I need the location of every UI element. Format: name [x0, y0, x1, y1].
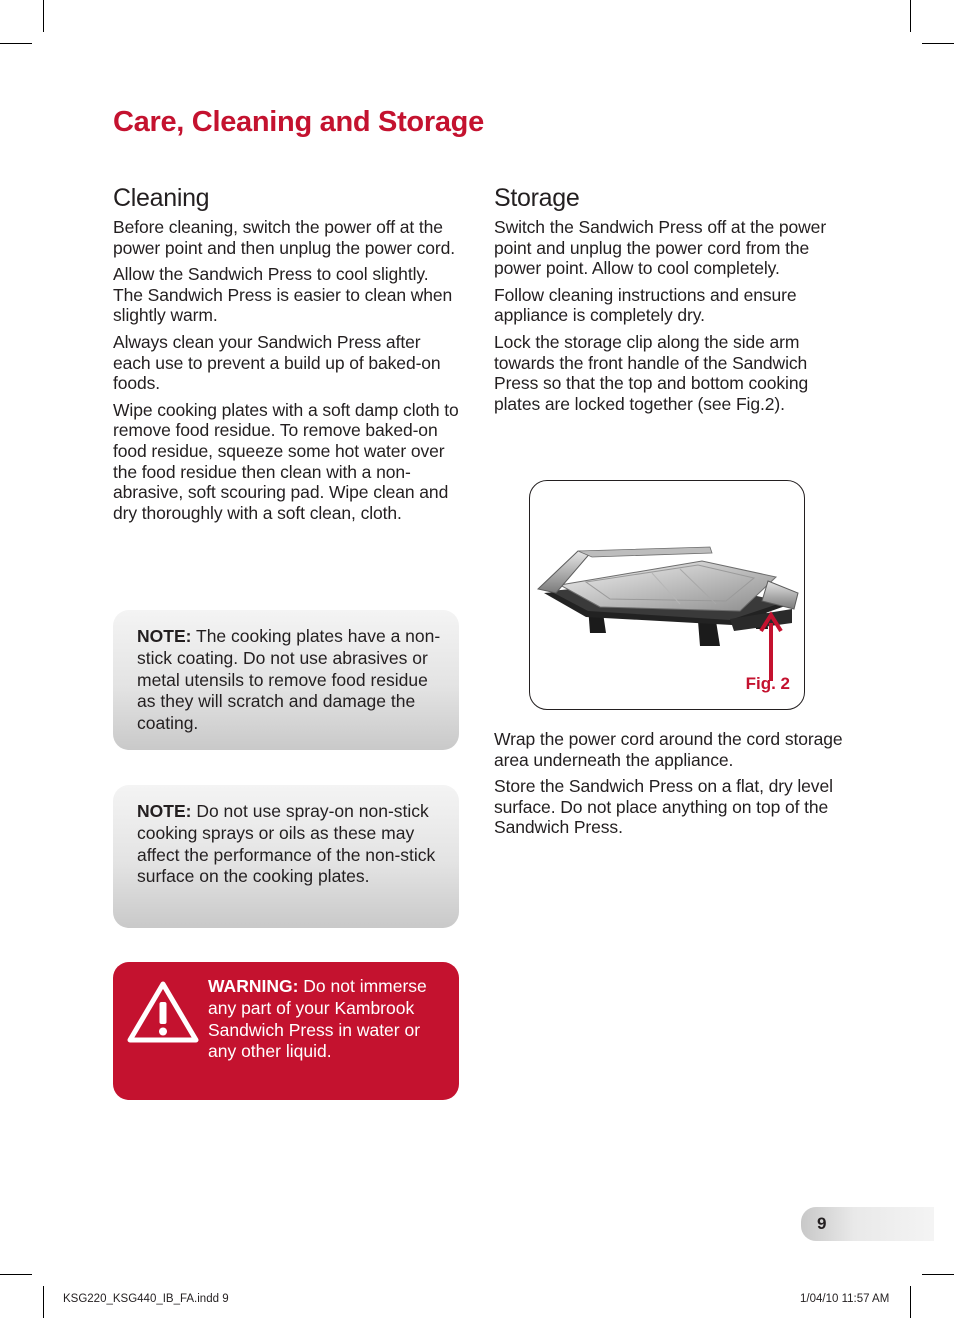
page-number: 9: [817, 1214, 827, 1233]
storage-section: [494, 184, 844, 420]
note-text: The cooking plates have a non-stick coating. Do not use abrasives or metal utensils to remove food residue as they will scratch and damage the coating.: [137, 626, 441, 734]
crop-mark: [910, 0, 911, 32]
crop-mark: [43, 1286, 44, 1318]
cleaning-section: [113, 184, 461, 529]
crop-mark: [910, 1286, 911, 1318]
storage-heading: Storage: [494, 184, 580, 212]
cleaning-paragraph: Before cleaning, switch the power off at the power point and then unplug the power cord.: [113, 217, 456, 258]
slug-timestamp: 1/04/10 11:57 AM: [800, 1293, 890, 1305]
cleaning-paragraph: Always clean your Sandwich Press after each use to prevent a build up of baked-on foods.: [113, 331, 441, 394]
note-box-sprays: [113, 785, 459, 928]
note-label: NOTE:: [137, 801, 192, 821]
warning-box: [113, 962, 459, 1100]
note-label: NOTE:: [137, 626, 192, 646]
cleaning-paragraph: Wipe cooking plates with a soft damp cloth to remove food residue. To remove baked-on food residue, squeeze some hot water over the food residue then clean with a non-abrasive, soft scouring pad. Wipe clean and dry thoroughly with a soft clean, cloth.: [113, 399, 459, 523]
storage-paragraph: Switch the Sandwich Press off at the power point and unplug the power cord from the power point. Allow to cool completely.: [494, 217, 827, 279]
warning-triangle-icon: [127, 980, 199, 1044]
warning-text: Do not immerse any part of your Kambrook Sandwich Press in water or any other liquid.: [208, 976, 427, 1062]
warning-label: WARNING:: [208, 976, 299, 996]
slug-filename: KSG220_KSG440_IB_FA.indd 9: [63, 1293, 229, 1305]
figure-2: [529, 480, 805, 710]
crop-mark: [0, 43, 32, 44]
figure-label: Fig. 2: [745, 674, 790, 693]
storage-paragraph: Follow cleaning instructions and ensure appliance is completely dry.: [494, 284, 797, 326]
page-number-tab: [801, 1207, 934, 1241]
cleaning-heading: Cleaning: [113, 184, 210, 212]
storage-after-figure: [494, 729, 844, 844]
storage-paragraph: Wrap the power cord around the cord storage area underneath the appliance.: [494, 729, 843, 770]
cleaning-paragraph: Allow the Sandwich Press to cool slightly. The Sandwich Press is easier to clean when slightly warm.: [113, 264, 453, 326]
crop-mark: [0, 1274, 32, 1275]
note-box-coating: [113, 610, 459, 750]
storage-paragraph: Lock the storage clip along the side arm towards the front handle of the Sandwich Press so that the top and bottom cooking plates are locked together (see Fig.2).: [494, 331, 809, 414]
page-title: Care, Cleaning and Storage: [113, 106, 484, 138]
crop-mark: [922, 1274, 954, 1275]
note-text: Do not use spray-on non-stick cooking sprays or oils as these may affect the performance of the non-stick surface on the cooking plates.: [137, 801, 436, 887]
crop-mark: [922, 43, 954, 44]
storage-paragraph: Store the Sandwich Press on a flat, dry level surface. Do not place anything on top of the Sandwich Press.: [494, 776, 833, 838]
crop-mark: [43, 0, 44, 32]
